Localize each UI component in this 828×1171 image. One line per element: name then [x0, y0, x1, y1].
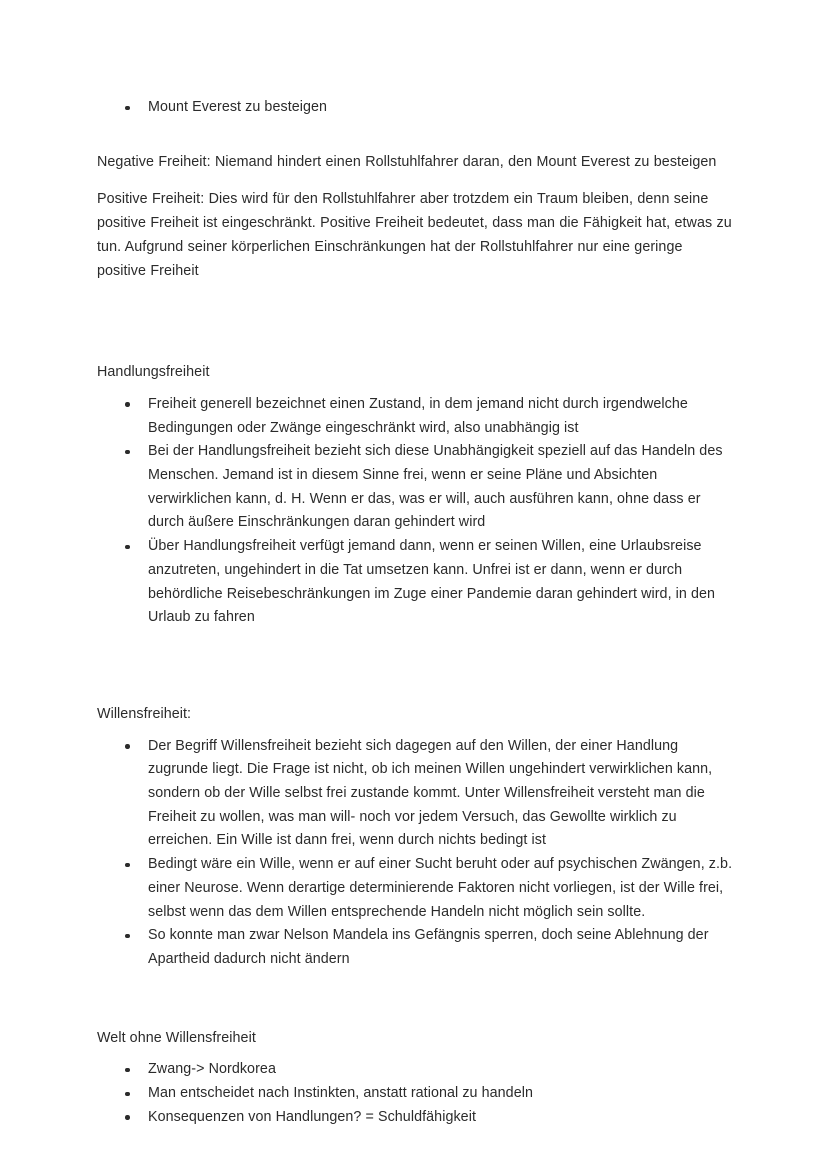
section-heading-welt-ohne-willensfreiheit: Welt ohne Willensfreiheit — [97, 1029, 256, 1046]
bullet-icon — [125, 402, 130, 407]
list-item — [97, 393, 733, 440]
document-content — [97, 96, 733, 1130]
bullet-icon — [125, 545, 130, 550]
bullet-icon — [125, 450, 130, 455]
list-item-text: Zwang-> Nordkorea — [148, 1061, 276, 1078]
spacer — [97, 727, 733, 735]
list-item-text: Der Begriff Willensfreiheit bezieht sich dagegen auf den Willen, der einer Handlung zugrunde liegt. Die Frage ist nicht, ob ich meinen Willen ungehindert verwirklichen kann, sondern ob der Wille selbst frei zustande kommt. Unter Willensfreiheit versteht man die Freiheit zu wollen, was man will- noch vor jedem Versuch, das Gewollte wirklich zu erreichen. Ein Wille ist dann frei, wenn durch nichts bedingt ist — [148, 737, 713, 849]
bullet-icon — [125, 1115, 130, 1120]
list-item — [97, 440, 733, 535]
paragraph-positive-freiheit: Positive Freiheit: Dies wird für den Rollstuhlfahrer aber trotzdem ein Traum bleiben, denn seine positive Freiheit ist eingeschränkt. Positive Freiheit bedeutet, dass man die Fähigkeit hat, etwas zu tun. Aufgrund seiner körperlichen Einschränkungen hat der Rollstuhlfahrer nur eine geringe positive Freiheit — [97, 191, 732, 279]
spacer — [97, 174, 733, 188]
list-item-text: Bedingt wäre ein Wille, wenn er auf einer Sucht beruht oder auf psychischen Zwängen, z.b. einer Neurose. Wenn derartige determinierende Faktoren nicht vorliegen, ist der Wille frei, selbst wenn das dem Willen entsprechende Handeln nicht möglich sein sollte. — [148, 856, 733, 920]
spacer — [97, 385, 733, 393]
spacer — [97, 630, 733, 703]
top-bullet-list — [97, 96, 733, 120]
list-item — [97, 853, 733, 924]
bullet-icon — [125, 863, 130, 868]
list-item — [97, 924, 733, 971]
section-heading-handlungsfreiheit: Handlungsfreiheit — [97, 364, 210, 381]
bullet-list-welt-ohne-willensfreiheit — [97, 1058, 733, 1129]
paragraph-negative-freiheit: Negative Freiheit: Niemand hindert einen Rollstuhlfahrer daran, den Mount Everest zu besteigen — [97, 153, 717, 170]
list-item — [97, 96, 733, 120]
spacer — [97, 283, 733, 361]
list-item — [97, 735, 733, 854]
bullet-list-handlungsfreiheit — [97, 393, 733, 630]
spacer — [97, 1050, 733, 1058]
list-item — [97, 535, 733, 630]
bullet-icon — [125, 1068, 130, 1073]
list-item-text: So konnte man zwar Nelson Mandela ins Gefängnis sperren, doch seine Ablehnung der Apartheid dadurch nicht ändern — [148, 927, 709, 967]
list-item — [97, 1082, 733, 1106]
list-item-text: Mount Everest zu besteigen — [148, 99, 328, 115]
section-heading-willensfreiheit: Willensfreiheit: — [97, 705, 192, 722]
list-item-text: Freiheit generell bezeichnet einen Zustand, in dem jemand nicht durch irgendwelche Bedingungen oder Zwänge eingeschränkt wird, also unabhängig ist — [148, 395, 688, 436]
list-item-text: Konsequenzen von Handlungen? = Schuldfähigkeit — [148, 1108, 476, 1125]
spacer — [97, 972, 733, 1027]
bullet-icon — [125, 106, 130, 111]
bullet-list-willensfreiheit — [97, 735, 733, 972]
list-item-text: Über Handlungsfreiheit verfügt jemand dann, wenn er seinen Willen, eine Urlaubsreise anzutreten, ungehindert in die Tat umsetzen kann. Unfrei ist er dann, wenn er durch behördliche Reisebeschränkungen im Zuge einer Pandemie daran gehindert wird, in den Urlaub zu fahren — [148, 538, 716, 626]
list-item-text: Man entscheidet nach Instinkten, anstatt rational zu handeln — [148, 1085, 533, 1102]
list-item — [97, 1058, 733, 1082]
spacer — [97, 120, 733, 151]
bullet-icon — [125, 934, 130, 939]
list-item — [97, 1106, 733, 1130]
bullet-icon — [125, 744, 130, 749]
bullet-icon — [125, 1092, 130, 1097]
list-item-text: Bei der Handlungsfreiheit bezieht sich diese Unabhängigkeit speziell auf das Handeln des Menschen. Jemand ist in diesem Sinne frei, wenn er seine Pläne und Absichten verwirklichen kann, d. H. Wenn er das, was er will, auch ausführen kann, ohne dass er durch äußere Einschränkungen daran gehindert wird — [148, 443, 723, 531]
